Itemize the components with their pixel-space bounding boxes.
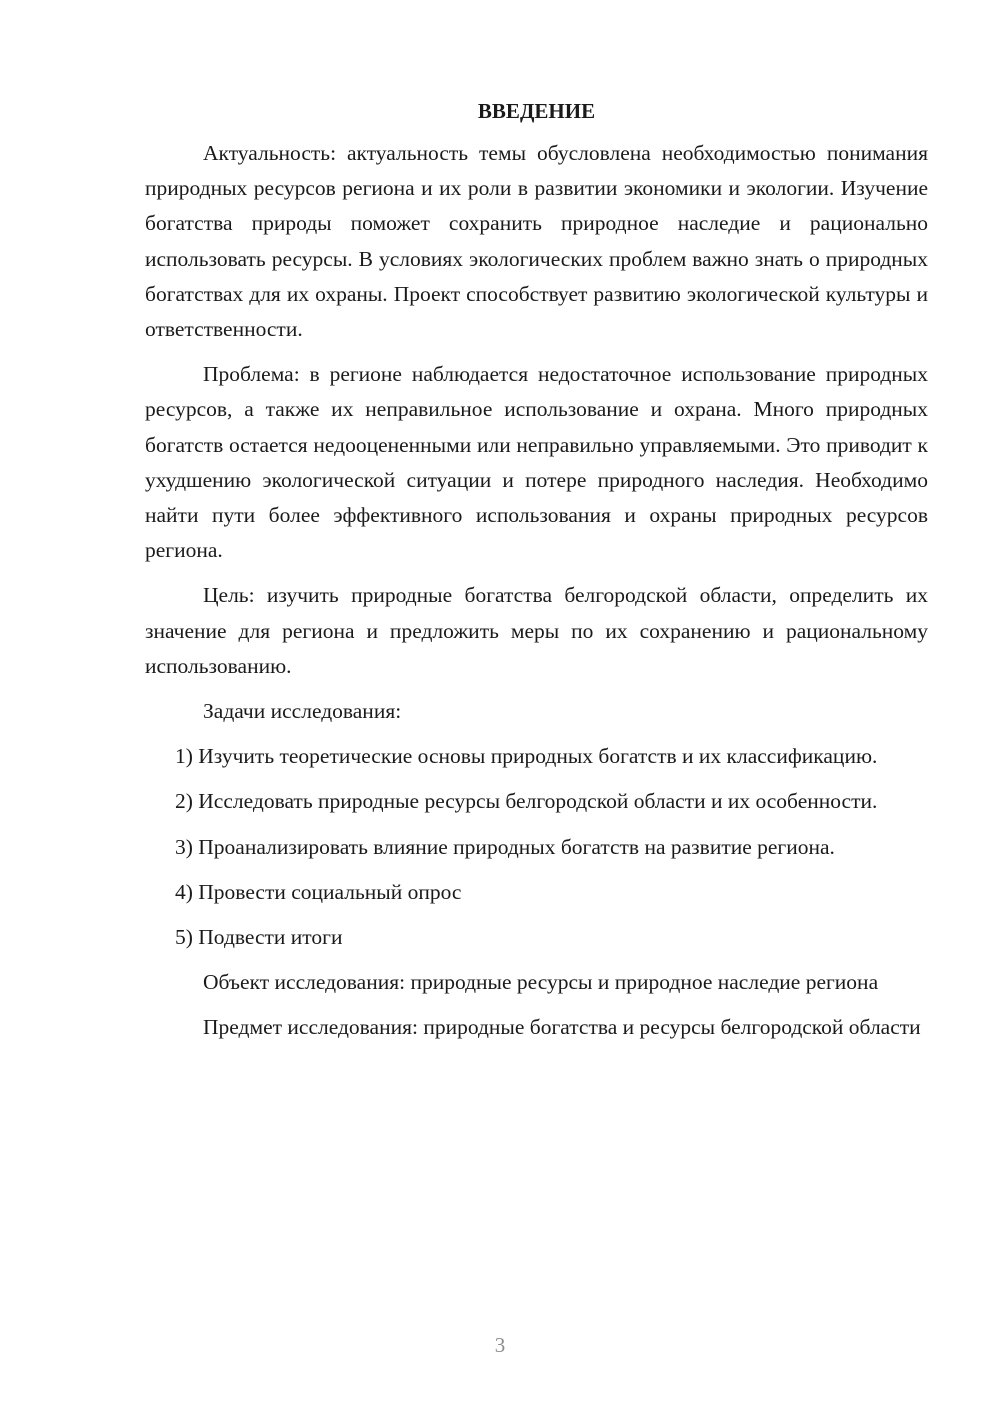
- section-title: ВВЕДЕНИЕ: [477, 99, 596, 123]
- object-paragraph: Объект исследования: природные ресурсы и природное наследие региона: [203, 970, 879, 995]
- page-content: [145, 96, 928, 1056]
- task-item: 4) Провести социальный опрос: [175, 879, 462, 904]
- tasks-heading: Задачи исследования:: [203, 699, 402, 724]
- problem-paragraph: Проблема: в регионе наблюдается недостаточное использование природных ресурсов, а также их неправильное использование и охрана. Много природных богатств остается недооцененными или неправильно управляемыми. Это приводит к ухудшению экологической ситуации и потере природного наследия. Необходимо найти пути более эффективного использования и охраны природных ресурсов региона.: [145, 362, 928, 563]
- task-item: 1) Изучить теоретические основы природных богатств и их классификацию.: [175, 744, 878, 769]
- task-item: 2) Исследовать природные ресурсы белгородской области и их особенности.: [175, 789, 878, 814]
- subject-paragraph: Предмет исследования: природные богатства и ресурсы белгородской области: [203, 1015, 921, 1040]
- task-item: 5) Подвести итоги: [175, 925, 343, 950]
- relevance-paragraph: Актуальность: актуальность темы обусловлена необходимостью понимания природных ресурсов региона и их роли в развитии экономики и экологии. Изучение богатства природы поможет сохранить природное наследие и рационально использовать ресурсы. В условиях экологических проблем важно знать о природных богатствах для их охраны. Проект способствует развитию экологической культуры и ответственности.: [145, 141, 928, 342]
- task-item: 3) Проанализировать влияние природных богатств на развитие региона.: [175, 834, 835, 859]
- page-number: 3: [494, 1333, 506, 1357]
- goal-paragraph: Цель: изучить природные богатства белгородской области, определить их значение для региона и предложить меры по их сохранению и рациональному использованию.: [145, 583, 928, 678]
